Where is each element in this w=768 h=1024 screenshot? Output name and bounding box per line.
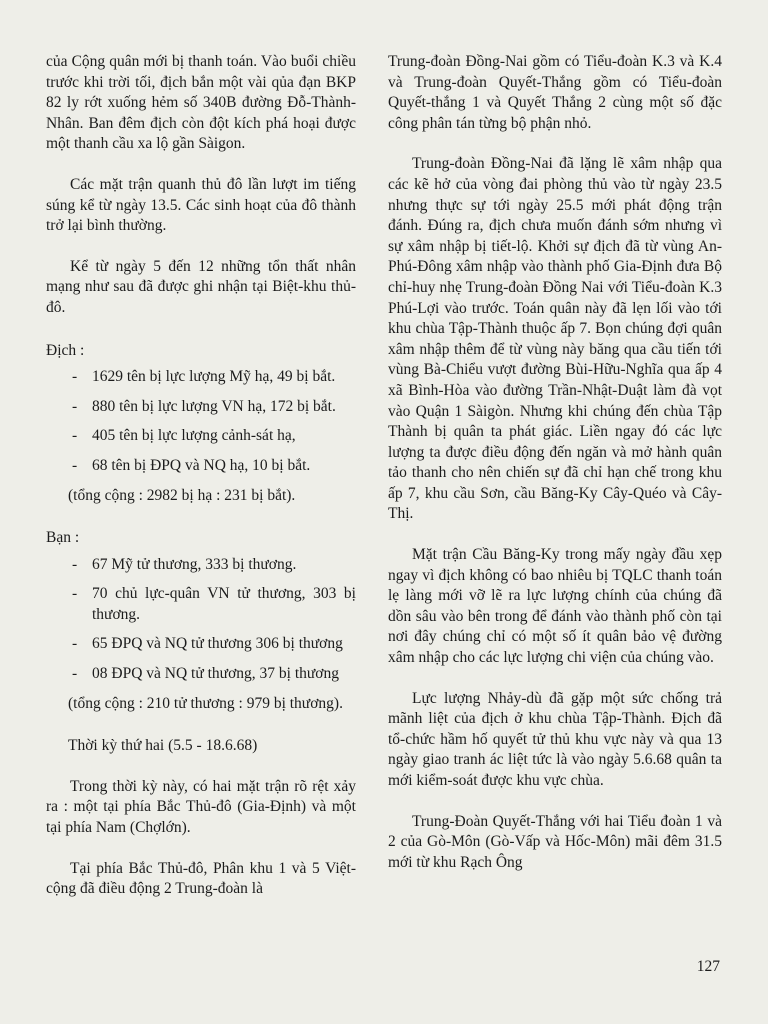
dash-mark: - xyxy=(72,427,78,445)
dash-mark: - xyxy=(72,456,78,474)
friendly-item-text: 70 chủ lực-quân VN tử thương, 303 bị thương. xyxy=(92,585,356,623)
dash-mark: - xyxy=(72,635,78,653)
list-item xyxy=(46,664,356,685)
left-paragraph-3: Kể từ ngày 5 đến 12 những tổn thất nhân mạng như sau đã được ghi nhận tại Biệt-khu thủ-đô. xyxy=(46,257,356,316)
friendly-item-text: 08 ĐPQ và NQ tử thương, 37 bị thương xyxy=(92,665,339,683)
left-paragraph-4: Trong thời kỳ này, có hai mặt trận rõ rệt xảy ra : một tại phía Bắc Thủ-đô (Gia-Định) và một tại phía Nam (Chợlớn). xyxy=(46,777,356,837)
left-paragraph-1: của Cộng quân mới bị thanh toán. Vào buổi chiều trước khi trời tối, địch bắn một vài qủa đạn BKP 82 ly rớt xuống hẻm số 340B đường Đỗ-Thành-Nhân. Ban đêm địch còn đột kích phá hoại được một thanh cầu xa lộ gần Sàigon. xyxy=(46,53,356,153)
friendly-total: (tổng cộng : 210 tử thương : 979 bị thương). xyxy=(68,694,343,712)
left-column xyxy=(46,52,356,900)
dash-mark: - xyxy=(72,585,78,603)
right-paragraph-1: Trung-đoàn Đồng-Nai gồm có Tiểu-đoàn K.3 và K.4 và Trung-đoàn Quyết-Thắng gồm có Tiểu-đoàn Quyết-thắng 1 và Quyết Thắng 2 cùng một số đặc công phân tán từng bộ phận nhỏ. xyxy=(388,53,722,132)
list-item xyxy=(46,555,356,576)
list-item xyxy=(46,456,356,477)
dash-mark: - xyxy=(72,665,78,683)
list-item xyxy=(46,367,356,388)
friendly-label: Bạn : xyxy=(46,529,80,547)
enemy-total: (tổng cộng : 2982 bị hạ : 231 bị bắt). xyxy=(68,486,296,504)
right-paragraph-4: Lực lượng Nhảy-dù đã gặp một sức chống trả mãnh liệt của địch ở khu chùa Tập-Thành. Địch đã tổ-chức hầm hố quyết tử thủ khu vực này và qua 13 ngày giao tranh ác liệt tức là vào ngày 5.6.68 quân ta mới kiểm-soát được khu vực chùa. xyxy=(388,689,722,789)
left-paragraph-2: Các mặt trận quanh thủ đô lần lượt im tiếng súng kể từ ngày 13.5. Các sinh hoạt của đô thành trở lại bình thường. xyxy=(46,175,356,235)
period-heading: Thời kỳ thứ hai (5.5 - 18.6.68) xyxy=(68,737,258,755)
left-paragraph-5: Tại phía Bắc Thủ-đô, Phân khu 1 và 5 Việt-cộng đã điều động 2 Trung-đoàn là xyxy=(46,859,356,898)
list-item xyxy=(46,584,356,625)
dash-mark: - xyxy=(72,555,78,573)
dash-mark: - xyxy=(72,368,78,386)
enemy-label: Địch : xyxy=(46,341,85,359)
enemy-casualty-list xyxy=(46,367,356,476)
friendly-item-text: 65 ĐPQ và NQ tử thương 306 bị thương xyxy=(92,635,343,653)
enemy-item-text: 405 tên bị lực lượng cảnh-sát hạ, xyxy=(92,427,296,445)
list-item xyxy=(46,397,356,418)
list-item xyxy=(46,426,356,447)
dash-mark: - xyxy=(72,397,78,415)
page-number: 127 xyxy=(696,958,720,975)
list-item xyxy=(46,634,356,655)
right-paragraph-3: Mặt trận Cầu Băng-Ky trong mấy ngày đầu xẹp ngay vì địch không có bao nhiêu bị TQLC thanh toán lẹ làng mới vỡ lẽ ra lực lượng chính của chúng đã dồn sâu vào bên trong để đánh vào thành phố còn tại nơi đây chúng chỉ có một số ít quân bảo vệ đường xâm nhập cho các lực lượng chi viện của chúng vào. xyxy=(388,546,722,667)
right-column xyxy=(388,52,722,873)
enemy-item-text: 68 tên bị ĐPQ và NQ hạ, 10 bị bắt. xyxy=(92,456,311,474)
enemy-item-text: 880 tên bị lực lượng VN hạ, 172 bị bắt. xyxy=(92,397,336,415)
friendly-casualty-list xyxy=(46,555,356,685)
friendly-item-text: 67 Mỹ tử thương, 333 bị thương. xyxy=(92,555,297,573)
right-paragraph-2: Trung-đoàn Đồng-Nai đã lặng lẽ xâm nhập qua các kẽ hở của vòng đai phòng thủ vào từ ngày 23.5 nhưng thực sự tới ngày 25.5 mới phát động trận đánh. Đúng ra, địch chưa muốn đánh sớm nhưng vì sự xâm nhập bị tiết-lộ. Khởi sự địch đã từ vùng An-Phú-Đông xâm nhập vào thành phố Gia-Định đưa Bộ chỉ-huy nhẹ Trung-đoàn Đồng Nai với Tiểu-đoàn K.3 Phú-Lợi vào trước. Toán quân này đã lẹn lối vào tới khu chùa Tập-Thành thuộc ấp 7. Bọn chúng đợi quân xâm nhập thêm để từ vùng này băng qua cầu tiến tới vùng Bà-Chiểu vượt đường Bùi-Hữu-Nghĩa qua ấp 4 xã Bình-Hòa vào đường Trần-Nhật-Duật làm đà vọt vào Quận 1 Sàigòn. Nhưng khi chúng đến chùa Tập Thành bị quân ta phát giác. Liền ngay đó các lực lượng ta được điều động đến ngăn và mở hành quân tảo thanh cho nên chiến sự đã chỉ hạn chế trong khu ấp 7, khu cầu Sơn, cầu Băng-Ky Cây-Quéo và Cây-Thị. xyxy=(388,155,722,523)
enemy-item-text: 1629 tên bị lực lượng Mỹ hạ, 49 bị bắt. xyxy=(92,368,336,386)
right-paragraph-5: Trung-Đoàn Quyết-Thắng với hai Tiểu đoàn 1 và 2 của Gò-Môn (Gò-Vấp và Hốc-Môn) mãi đêm 31.5 mới từ khu Rạch Ông xyxy=(388,812,722,871)
